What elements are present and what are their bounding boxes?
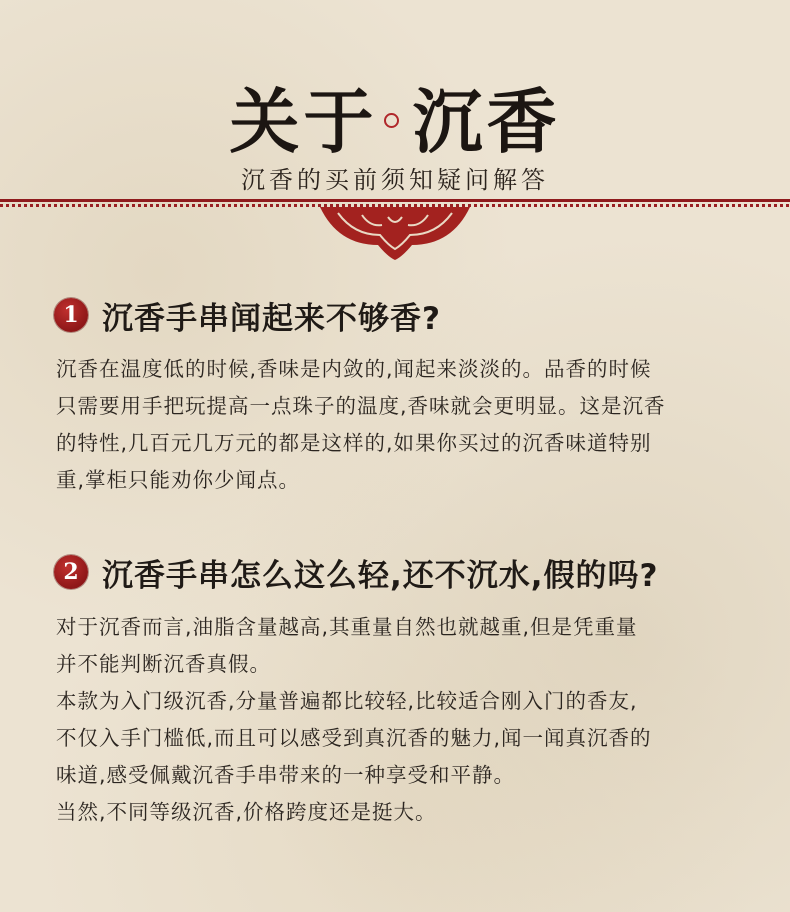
body-line: 当然,不同等级沉香,价格跨度还是挺大。 <box>56 800 437 824</box>
body-line: 对于沉香而言,油脂含量越高,其重量自然也就越重,但是凭重量 <box>56 615 638 639</box>
section-1-title <box>54 293 441 337</box>
section-heading: 沉香手串怎么这么轻,还不沉水,假的吗? <box>102 557 659 594</box>
section-number-badge: 1 <box>54 298 88 332</box>
body-line: 本款为入门级沉香,分量普遍都比较轻,比较适合刚入门的香友, <box>56 689 638 713</box>
body-line: 只需要用手把玩提高一点珠子的温度,香味就会更明显。这是沉香 <box>56 394 666 418</box>
section-1-body <box>56 351 746 499</box>
section-heading: 沉香手串闻起来不够香? <box>102 300 441 337</box>
header <box>0 0 790 262</box>
page-title <box>0 82 790 162</box>
section-2-body <box>56 609 746 831</box>
body-line: 沉香在温度低的时候,香味是内敛的,闻起来淡淡的。品香的时候 <box>56 357 652 381</box>
page-subtitle: 沉香的买前须知疑问解答 <box>241 166 549 194</box>
title-dot-icon <box>384 113 399 128</box>
body-line: 不仅入手门槛低,而且可以感受到真沉香的魅力,闻一闻真沉香的 <box>56 726 652 750</box>
section-2-title <box>54 550 659 594</box>
body-line: 重,掌柜只能劝你少闻点。 <box>56 468 301 492</box>
body-line: 味道,感受佩戴沉香手串带来的一种享受和平静。 <box>56 763 516 787</box>
cloud-ornament-icon <box>318 205 472 261</box>
body-line: 并不能判断沉香真假。 <box>56 652 271 676</box>
section-number-badge: 2 <box>54 555 88 589</box>
divider-line <box>0 199 790 202</box>
body-line: 的特性,几百元几万元的都是这样的,如果你买过的沉香味道特别 <box>56 431 652 455</box>
title-left: 关于 <box>229 80 378 163</box>
title-right: 沉香 <box>412 80 561 163</box>
